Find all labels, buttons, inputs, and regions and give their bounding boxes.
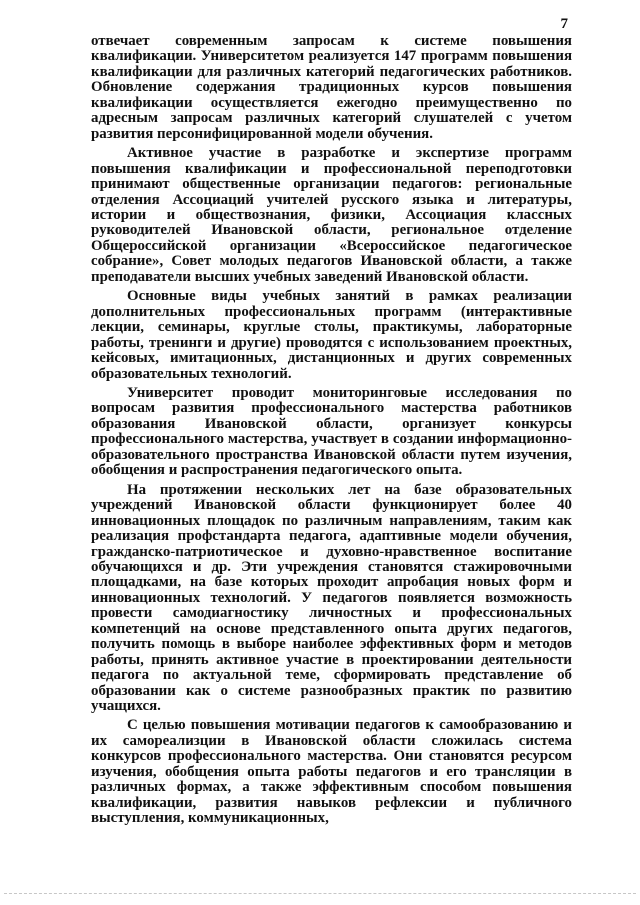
paragraph-innovation-sites: На протяжении нескольких лет на базе образовательных учреждений Ивановской области функционирует более 40 инновационных площадок по различным направлениям, таким как реализация профстандарта педагога, адаптивные модели обучения, гражданско-патриотическое и духовно-нравственное воспитание обучающихся и др. Эти учреждения становятся стажировочными площадками, на базе которых проходит апробация новых форм и инновационных технологий. У педагогов появляется возможность провести самодиагностику личностных и профессиональных компетенций на основе представленного опыта других педагогов, получить помощь в выборе наиболее эффективных форм и методов работы, принять активное участие в проектировании деятельности педагога по актуальной теме, сформировать представление об образовании как о системе разнообразных практик по развитию учащихся. [91,481,572,715]
page-number: 7 [560,16,568,32]
paragraph-competitions: С целью повышения мотивации педагогов к самообразованию и их самореализции в Ивановской области сложилась система конкурсов профессионального мастерства. Они становятся ресурсом изучения, обобщения опыта работы педагогов и его трансляции в различных формах, а также эффективным способом повышения квалификации, развития навыков рефлексии и публичного выступления, коммуникационных, [91,717,572,827]
scan-edge-artifact [4,893,636,895]
paragraph-monitoring: Университет проводит мониторинговые исследования по вопросам развития профессионального мастерства работников образования Ивановской области, организует конкурсы профессионального мастерства, участвует в создании информационно-образовательного пространства Ивановской области путем изучения, обобщения и распространения педагогического опыта. [91,384,572,479]
paragraph-continuation: отвечает современным запросам к системе повышения квалификации. Университетом реализуется 147 программ повышения квалификации для различных категорий педагогических работников. Обновление содержания традиционных курсов повышения квалификации осуществляется ежегодно преимущественно по адресным запросам различных категорий слушателей с учетом развития персонифицированной модели обучения. [91,33,572,142]
paragraph-training-forms: Основные виды учебных занятий в рамках реализации дополнительных профессиональных программ (интерактивные лекции, семинары, круглые столы, практикумы, лабораторные работы, тренинги и другие) проводятся с использованием проектных, кейсовых, имитационных, дистанционных и других современных образовательных технологий. [91,288,572,382]
body-text [91,34,572,827]
paragraph-program-expertise: Активное участие в разработке и экспертизе программ повышения квалификации и профессиональной переподготовки принимают общественные организации педагогов: региональные отделения Ассоциаций учителей русского языка и литературы, истории и обществознания, физики, Ассоциация классных руководителей Ивановской области, региональное отделение Общероссийской организации «Всероссийское педагогическое собрание», Совет молодых педагогов Ивановской области, а также преподаватели высших учебных заведений Ивановской области. [91,145,572,285]
